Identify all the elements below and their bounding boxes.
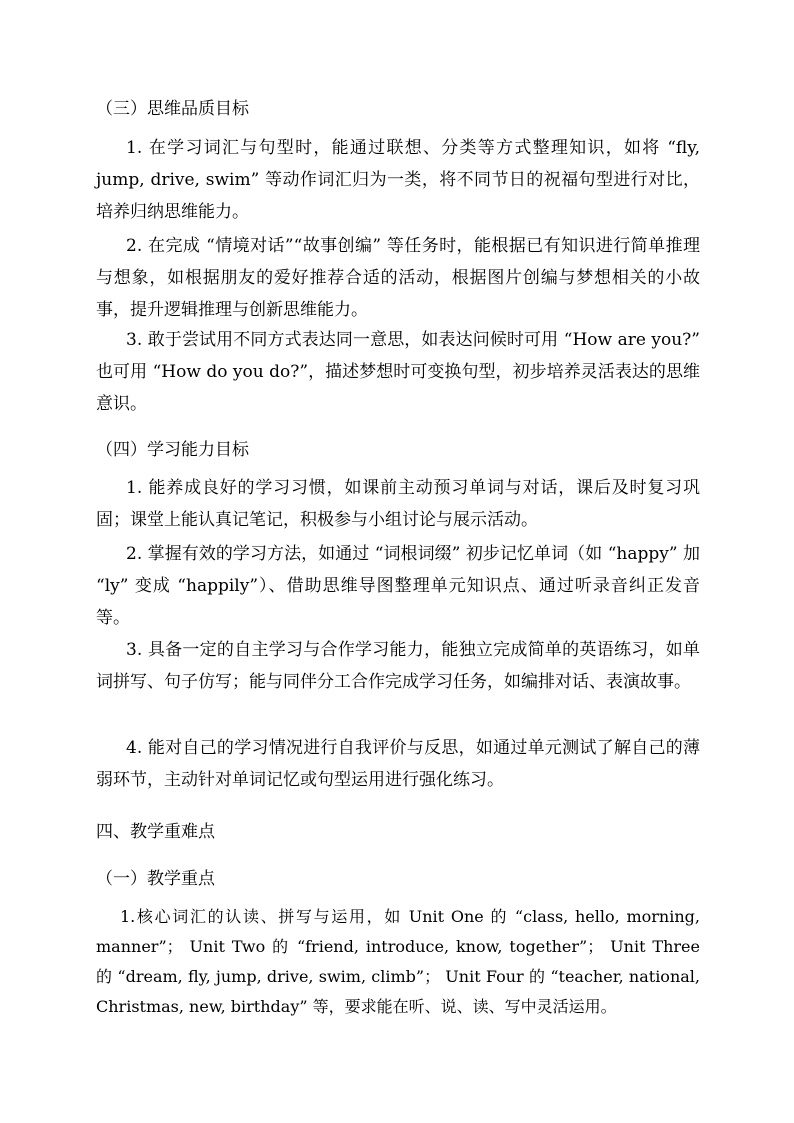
learning-item-3: 3. 具备一定的自主学习与合作学习能力，能独立完成简单的英语练习，如单词拼写、句子仿写；能与同伴分工合作完成学习任务，如编排对话、表演故事。 <box>96 640 700 692</box>
section-heading-thinking-quality: （三）思维品质目标 <box>96 99 249 119</box>
thinking-item-1: 1. 在学习词汇与句型时，能通过联想、分类等方式整理知识，如将 “fly, jump, drive, swim” 等动作词汇归为一类，将不同节日的祝福句型进行对比，培养归纳思维能力。 <box>96 138 700 222</box>
learning-item-1: 1. 能养成良好的学习习惯，如课前主动预习单词与对话，课后及时复习巩固；课堂上能认真记笔记，积极参与小组讨论与展示活动。 <box>96 478 700 530</box>
learning-item-2: 2. 掌握有效的学习方法，如通过 “词根词缀” 初步记忆单词（如 “happy” 加 “ly” 变成 “happily”）、借助思维导图整理单元知识点、通过听录音纠正发音等。 <box>96 544 700 628</box>
section-heading-teaching-focus: （一）教学重点 <box>96 869 215 889</box>
thinking-item-2: 2. 在完成 “情境对话”“故事创编” 等任务时，能根据已有知识进行简单推理与想象，如根据朋友的爱好推荐合适的活动，根据图片创编与梦想相关的小故事，提升逻辑推理与创新思维能力。 <box>96 236 700 320</box>
thinking-item-3: 3. 敢于尝试用不同方式表达同一意思，如表达问候时可用 “How are you?” 也可用 “How do you do?”，描述梦想时可变换句型，初步培养灵活表达的思维意识。 <box>96 330 700 414</box>
section-heading-key-difficult-points: 四、教学重难点 <box>96 822 215 842</box>
focus-item-1: 1.核心词汇的认读、拼写与运用，如 Unit One 的 “class, hello, morning, manner”； Unit Two 的 “friend, introduce, know, together”； Unit Three 的 “dream, fly, jump, drive, swim, climb”； Unit Four 的 “teacher, national, Christmas, new, birthday” 等，要求能在听、说、读、写中灵活运用。 <box>96 907 700 1016</box>
learning-item-4: 4. 能对自己的学习情况进行自我评价与反思，如通过单元测试了解自己的薄弱环节，主动针对单词记忆或句型运用进行强化练习。 <box>96 738 700 790</box>
section-heading-learning-ability: （四）学习能力目标 <box>96 440 249 460</box>
